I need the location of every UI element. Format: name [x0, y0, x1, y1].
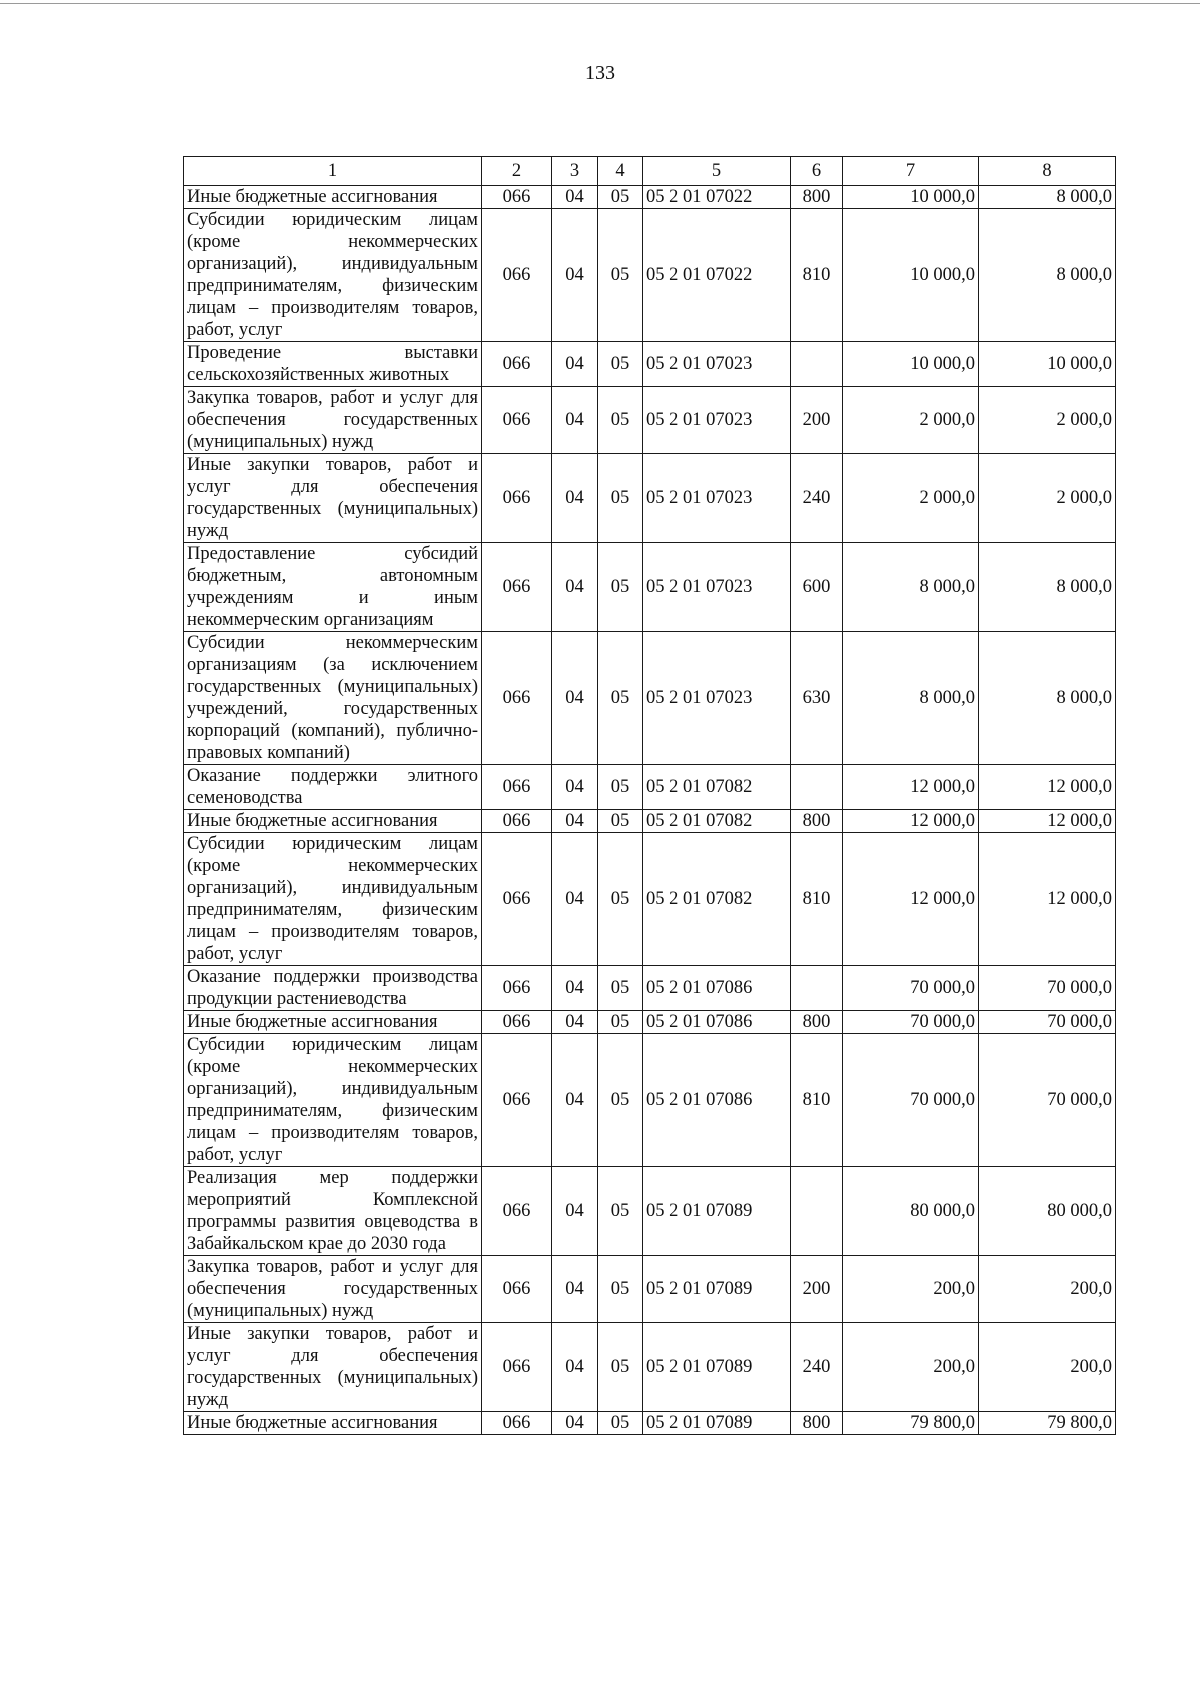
cell-col7: 2 000,0 — [843, 454, 979, 543]
cell-col4: 05 — [598, 342, 643, 387]
cell-col4: 05 — [598, 1011, 643, 1034]
cell-col4: 05 — [598, 966, 643, 1011]
cell-col6: 630 — [791, 632, 843, 765]
cell-col6 — [791, 966, 843, 1011]
cell-col8: 80 000,0 — [979, 1167, 1116, 1256]
cell-col7: 12 000,0 — [843, 833, 979, 966]
table-row — [184, 342, 1116, 387]
table-row — [184, 454, 1116, 543]
cell-col5: 05 2 01 07023 — [643, 454, 791, 543]
cell-col7: 70 000,0 — [843, 1034, 979, 1167]
cell-col5: 05 2 01 07086 — [643, 966, 791, 1011]
cell-col7: 2 000,0 — [843, 387, 979, 454]
cell-col2: 066 — [482, 1034, 552, 1167]
cell-col2: 066 — [482, 186, 552, 209]
cell-col6: 800 — [791, 186, 843, 209]
cell-col8: 8 000,0 — [979, 632, 1116, 765]
row-name: Иные бюджетные ассигнования — [184, 810, 482, 833]
cell-col6: 200 — [791, 1256, 843, 1323]
cell-col6 — [791, 765, 843, 810]
cell-col5: 05 2 01 07086 — [643, 1011, 791, 1034]
column-header: 6 — [791, 157, 843, 186]
cell-col7: 12 000,0 — [843, 810, 979, 833]
cell-col7: 80 000,0 — [843, 1167, 979, 1256]
cell-col6: 810 — [791, 833, 843, 966]
cell-col3: 04 — [552, 543, 598, 632]
cell-col3: 04 — [552, 966, 598, 1011]
cell-col7: 70 000,0 — [843, 966, 979, 1011]
cell-col2: 066 — [482, 387, 552, 454]
cell-col2: 066 — [482, 1412, 552, 1435]
cell-col3: 04 — [552, 1323, 598, 1412]
cell-col2: 066 — [482, 1167, 552, 1256]
cell-col4: 05 — [598, 543, 643, 632]
table-row — [184, 966, 1116, 1011]
cell-col8: 70 000,0 — [979, 1034, 1116, 1167]
cell-col4: 05 — [598, 1034, 643, 1167]
cell-col8: 70 000,0 — [979, 966, 1116, 1011]
cell-col6: 200 — [791, 387, 843, 454]
cell-col4: 05 — [598, 810, 643, 833]
cell-col5: 05 2 01 07086 — [643, 1034, 791, 1167]
cell-col5: 05 2 01 07022 — [643, 209, 791, 342]
row-name: Предоставление субсидий бюджетным, автономным учреждениям и иным некоммерческим организациям — [184, 543, 482, 632]
table-header-row — [184, 157, 1116, 186]
table-row — [184, 1011, 1116, 1034]
row-name: Иные бюджетные ассигнования — [184, 1011, 482, 1034]
cell-col2: 066 — [482, 1323, 552, 1412]
cell-col7: 8 000,0 — [843, 632, 979, 765]
table-row — [184, 543, 1116, 632]
budget-table — [183, 156, 1116, 1435]
cell-col2: 066 — [482, 810, 552, 833]
cell-col7: 200,0 — [843, 1256, 979, 1323]
column-header: 7 — [843, 157, 979, 186]
table-body — [184, 186, 1116, 1435]
row-name: Закупка товаров, работ и услуг для обеспечения государственных (муниципальных) нужд — [184, 387, 482, 454]
cell-col5: 05 2 01 07082 — [643, 765, 791, 810]
cell-col6: 800 — [791, 1011, 843, 1034]
cell-col3: 04 — [552, 342, 598, 387]
cell-col8: 12 000,0 — [979, 765, 1116, 810]
cell-col2: 066 — [482, 454, 552, 543]
cell-col4: 05 — [598, 209, 643, 342]
cell-col5: 05 2 01 07023 — [643, 387, 791, 454]
cell-col7: 70 000,0 — [843, 1011, 979, 1034]
cell-col6: 240 — [791, 454, 843, 543]
column-header: 3 — [552, 157, 598, 186]
cell-col4: 05 — [598, 1256, 643, 1323]
column-header: 5 — [643, 157, 791, 186]
table-row — [184, 387, 1116, 454]
cell-col5: 05 2 01 07023 — [643, 543, 791, 632]
row-name: Оказание поддержки производства продукции растениеводства — [184, 966, 482, 1011]
cell-col8: 200,0 — [979, 1256, 1116, 1323]
cell-col5: 05 2 01 07023 — [643, 632, 791, 765]
cell-col2: 066 — [482, 966, 552, 1011]
cell-col5: 05 2 01 07089 — [643, 1256, 791, 1323]
cell-col5: 05 2 01 07082 — [643, 810, 791, 833]
cell-col3: 04 — [552, 454, 598, 543]
cell-col6: 800 — [791, 810, 843, 833]
cell-col4: 05 — [598, 833, 643, 966]
cell-col7: 10 000,0 — [843, 209, 979, 342]
cell-col4: 05 — [598, 387, 643, 454]
cell-col2: 066 — [482, 833, 552, 966]
cell-col6: 800 — [791, 1412, 843, 1435]
cell-col5: 05 2 01 07089 — [643, 1412, 791, 1435]
row-name: Иные бюджетные ассигнования — [184, 1412, 482, 1435]
page-number: 133 — [585, 62, 615, 84]
cell-col8: 12 000,0 — [979, 833, 1116, 966]
cell-col4: 05 — [598, 1167, 643, 1256]
cell-col6: 810 — [791, 209, 843, 342]
cell-col5: 05 2 01 07089 — [643, 1167, 791, 1256]
cell-col4: 05 — [598, 454, 643, 543]
row-name: Оказание поддержки элитного семеноводства — [184, 765, 482, 810]
row-name: Субсидии юридическим лицам (кроме некоммерческих организаций), индивидуальным предпринимателям, физическим лицам – производителям товаров, работ, услуг — [184, 833, 482, 966]
cell-col2: 066 — [482, 765, 552, 810]
cell-col8: 79 800,0 — [979, 1412, 1116, 1435]
scan-edge-line — [0, 3, 1200, 4]
cell-col3: 04 — [552, 186, 598, 209]
cell-col8: 2 000,0 — [979, 454, 1116, 543]
cell-col8: 12 000,0 — [979, 810, 1116, 833]
row-name: Иные закупки товаров, работ и услуг для обеспечения государственных (муниципальных) нужд — [184, 454, 482, 543]
table-row — [184, 810, 1116, 833]
cell-col3: 04 — [552, 1167, 598, 1256]
cell-col5: 05 2 01 07082 — [643, 833, 791, 966]
cell-col3: 04 — [552, 765, 598, 810]
row-name: Иные закупки товаров, работ и услуг для обеспечения государственных (муниципальных) нужд — [184, 1323, 482, 1412]
table-row — [184, 1034, 1116, 1167]
cell-col3: 04 — [552, 1412, 598, 1435]
cell-col7: 79 800,0 — [843, 1412, 979, 1435]
table-row — [184, 632, 1116, 765]
column-header: 2 — [482, 157, 552, 186]
cell-col3: 04 — [552, 1011, 598, 1034]
cell-col7: 200,0 — [843, 1323, 979, 1412]
cell-col3: 04 — [552, 387, 598, 454]
table-row — [184, 1412, 1116, 1435]
row-name: Проведение выставки сельскохозяйственных животных — [184, 342, 482, 387]
cell-col8: 8 000,0 — [979, 209, 1116, 342]
column-header: 1 — [184, 157, 482, 186]
cell-col2: 066 — [482, 342, 552, 387]
cell-col2: 066 — [482, 1256, 552, 1323]
cell-col3: 04 — [552, 1256, 598, 1323]
cell-col8: 8 000,0 — [979, 543, 1116, 632]
table-row — [184, 186, 1116, 209]
cell-col7: 12 000,0 — [843, 765, 979, 810]
cell-col3: 04 — [552, 810, 598, 833]
table-row — [184, 1167, 1116, 1256]
cell-col7: 8 000,0 — [843, 543, 979, 632]
table-row — [184, 833, 1116, 966]
cell-col5: 05 2 01 07022 — [643, 186, 791, 209]
cell-col6: 600 — [791, 543, 843, 632]
row-name: Субсидии юридическим лицам (кроме некоммерческих организаций), индивидуальным предпринимателям, физическим лицам – производителям товаров, работ, услуг — [184, 209, 482, 342]
table-row — [184, 1256, 1116, 1323]
cell-col3: 04 — [552, 833, 598, 966]
row-name: Закупка товаров, работ и услуг для обеспечения государственных (муниципальных) нужд — [184, 1256, 482, 1323]
cell-col6: 240 — [791, 1323, 843, 1412]
cell-col6 — [791, 342, 843, 387]
cell-col4: 05 — [598, 186, 643, 209]
cell-col8: 200,0 — [979, 1323, 1116, 1412]
cell-col3: 04 — [552, 632, 598, 765]
cell-col5: 05 2 01 07089 — [643, 1323, 791, 1412]
table-row — [184, 765, 1116, 810]
cell-col8: 10 000,0 — [979, 342, 1116, 387]
cell-col8: 8 000,0 — [979, 186, 1116, 209]
cell-col2: 066 — [482, 209, 552, 342]
row-name: Субсидии некоммерческим организациям (за исключением государственных (муниципальных) учреждений, государственных корпораций (компаний), публично-правовых компаний) — [184, 632, 482, 765]
column-header: 8 — [979, 157, 1116, 186]
cell-col2: 066 — [482, 632, 552, 765]
cell-col4: 05 — [598, 765, 643, 810]
cell-col2: 066 — [482, 1011, 552, 1034]
cell-col4: 05 — [598, 632, 643, 765]
row-name: Иные бюджетные ассигнования — [184, 186, 482, 209]
row-name: Субсидии юридическим лицам (кроме некоммерческих организаций), индивидуальным предпринимателям, физическим лицам – производителям товаров, работ, услуг — [184, 1034, 482, 1167]
cell-col7: 10 000,0 — [843, 186, 979, 209]
cell-col8: 2 000,0 — [979, 387, 1116, 454]
cell-col8: 70 000,0 — [979, 1011, 1116, 1034]
cell-col6: 810 — [791, 1034, 843, 1167]
cell-col3: 04 — [552, 209, 598, 342]
table-row — [184, 209, 1116, 342]
column-header: 4 — [598, 157, 643, 186]
cell-col4: 05 — [598, 1412, 643, 1435]
cell-col6 — [791, 1167, 843, 1256]
table-row — [184, 1323, 1116, 1412]
row-name: Реализация мер поддержки мероприятий Комплексной программы развития овцеводства в Забайкальском крае до 2030 года — [184, 1167, 482, 1256]
cell-col3: 04 — [552, 1034, 598, 1167]
cell-col2: 066 — [482, 543, 552, 632]
cell-col5: 05 2 01 07023 — [643, 342, 791, 387]
cell-col7: 10 000,0 — [843, 342, 979, 387]
cell-col4: 05 — [598, 1323, 643, 1412]
